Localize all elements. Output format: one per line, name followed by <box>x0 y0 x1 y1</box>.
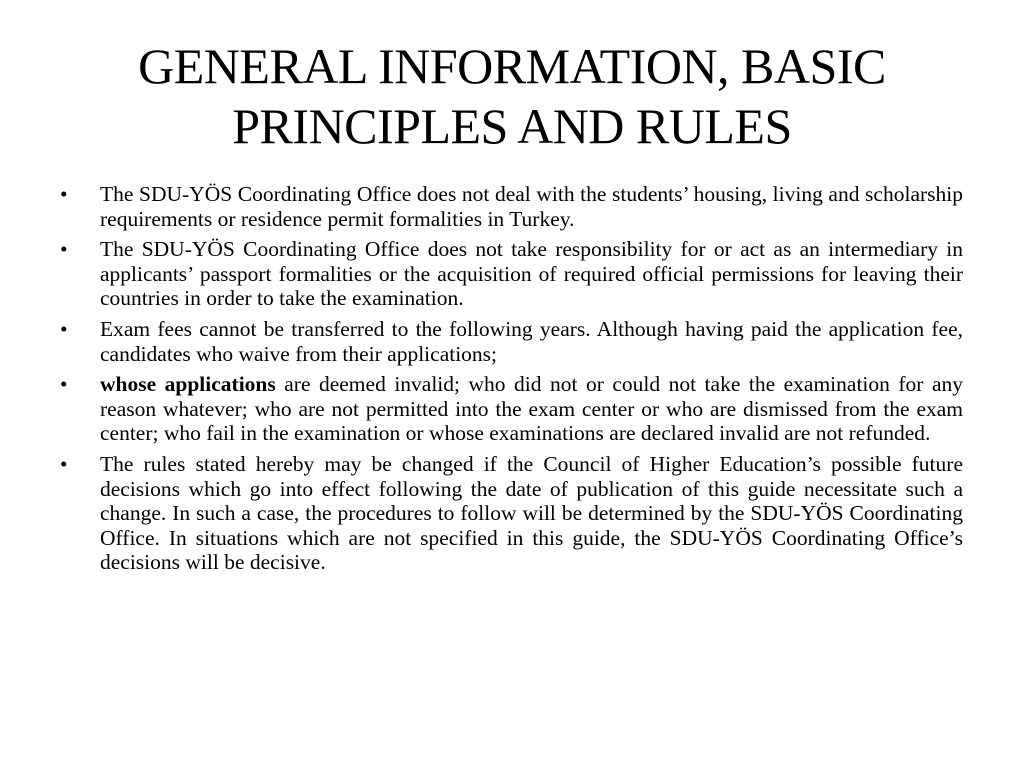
bullet-list <box>60 182 963 581</box>
bullet-item <box>60 237 963 311</box>
bullet-marker: • <box>60 182 68 206</box>
bullet-marker: • <box>60 451 68 476</box>
bullet-item <box>60 182 963 231</box>
bullet-text: The SDU-YÖS Coordinating Office does not take responsibility for or act as an intermediary in applicants’ passport formalities or the acquisition of required official permissions for leaving their countries in order to take the examination. <box>100 237 963 311</box>
bullet-text: are deemed invalid; who did not or could not take the examination for any reason whatever; who are not permitted into the exam center or who are dismissed from the exam center; who fail in the examination or whose examinations are declared invalid are not refunded. <box>100 372 963 446</box>
bullet-text: The rules stated hereby may be changed if the Council of Higher Education’s possible future decisions which go into effect following the date of publication of this guide necessitate such a change. In such a case, the procedures to follow will be determined by the SDU-YÖS Coordinating Office. In situations which are not specified in this guide, the SDU-YÖS Coordinating Office’s decisions will be decisive. <box>100 451 963 575</box>
bullet-item <box>60 372 963 446</box>
bullet-item <box>60 452 963 575</box>
slide-title: GENERAL INFORMATION, BASIC PRINCIPLES AND RULES <box>138 38 886 154</box>
bullet-marker: • <box>60 316 68 341</box>
bullet-item <box>60 317 963 366</box>
bullet-bold-lead: whose applications <box>100 372 276 397</box>
bullet-text: Exam fees cannot be transferred to the following years. Although having paid the application fee, candidates who waive from their applications; <box>100 316 963 366</box>
bullet-marker: • <box>60 237 68 262</box>
bullet-marker: • <box>60 372 68 397</box>
bullet-text: The SDU-YÖS Coordinating Office does not deal with the students’ housing, living and scholarship requirements or residence permit formalities in Turkey. <box>100 182 963 231</box>
